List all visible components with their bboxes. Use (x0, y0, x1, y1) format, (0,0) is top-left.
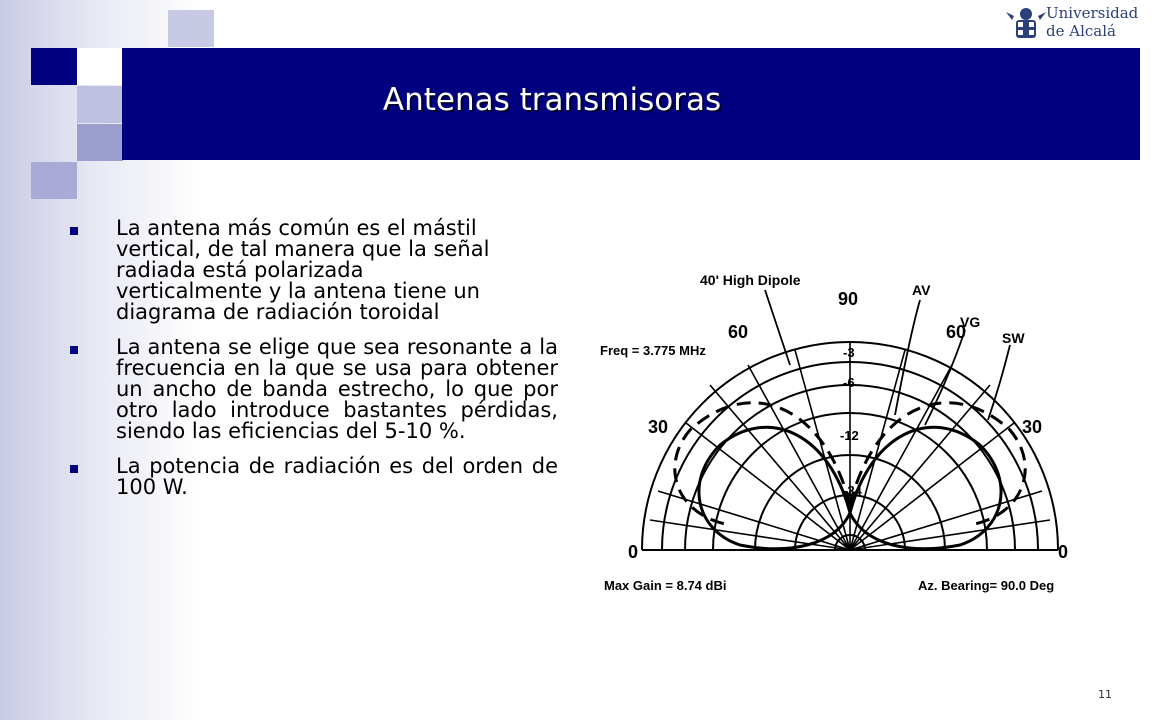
angle-label-30-left: 30 (648, 417, 669, 437)
square-bullet-icon (70, 227, 78, 235)
max-gain-label: Max Gain = 8.74 dBi (604, 578, 727, 593)
slide-title: Antenas transmisoras (382, 82, 722, 118)
curve-label-av: AV (912, 282, 931, 298)
square-bullet-icon (70, 346, 78, 354)
bullet-list (70, 218, 558, 512)
db-label-3: -3 (843, 345, 855, 360)
page-number: 11 (1098, 688, 1112, 701)
antenna-label: 40' High Dipole (700, 272, 801, 288)
angle-label-0-left: 0 (628, 542, 639, 562)
db-label-12: -12 (840, 428, 859, 443)
radiation-pattern-diagram (590, 255, 1090, 610)
angle-label-60-left: 60 (728, 322, 749, 342)
db-label-6: -6 (843, 375, 855, 390)
list-item: La antena se elige que sea resonante a la frecuencia en la que se usa para obtener un ancho de banda estrecho, lo que por otro lado introduce bastantes pérdidas, siendo las eficiencias del 5-10 %. (70, 337, 558, 442)
list-item: La antena más común es el mástil vertical, de tal manera que la señal radiada está polarizada verticalmente y la antena tiene un diagrama de radiación toroidal (70, 218, 558, 323)
square-bullet-icon (70, 465, 78, 473)
bearing-label: Az. Bearing= 90.0 Deg (918, 578, 1055, 593)
list-item: La potencia de radiación es del orden de 100 W. (70, 456, 558, 498)
frequency-label: Freq = 3.775 MHz (600, 343, 706, 358)
db-label-24: -24 (843, 483, 862, 498)
angle-label-60-right: 60 (946, 322, 967, 342)
curve-label-vg: VG (960, 314, 981, 330)
curve-label-sw: SW (1002, 330, 1025, 346)
angle-label-30-right: 30 (1022, 417, 1043, 437)
angle-label-90: 90 (838, 289, 859, 309)
university-name: Universidad de Alcalá (1046, 4, 1139, 40)
angle-label-0-right: 0 (1058, 542, 1069, 562)
